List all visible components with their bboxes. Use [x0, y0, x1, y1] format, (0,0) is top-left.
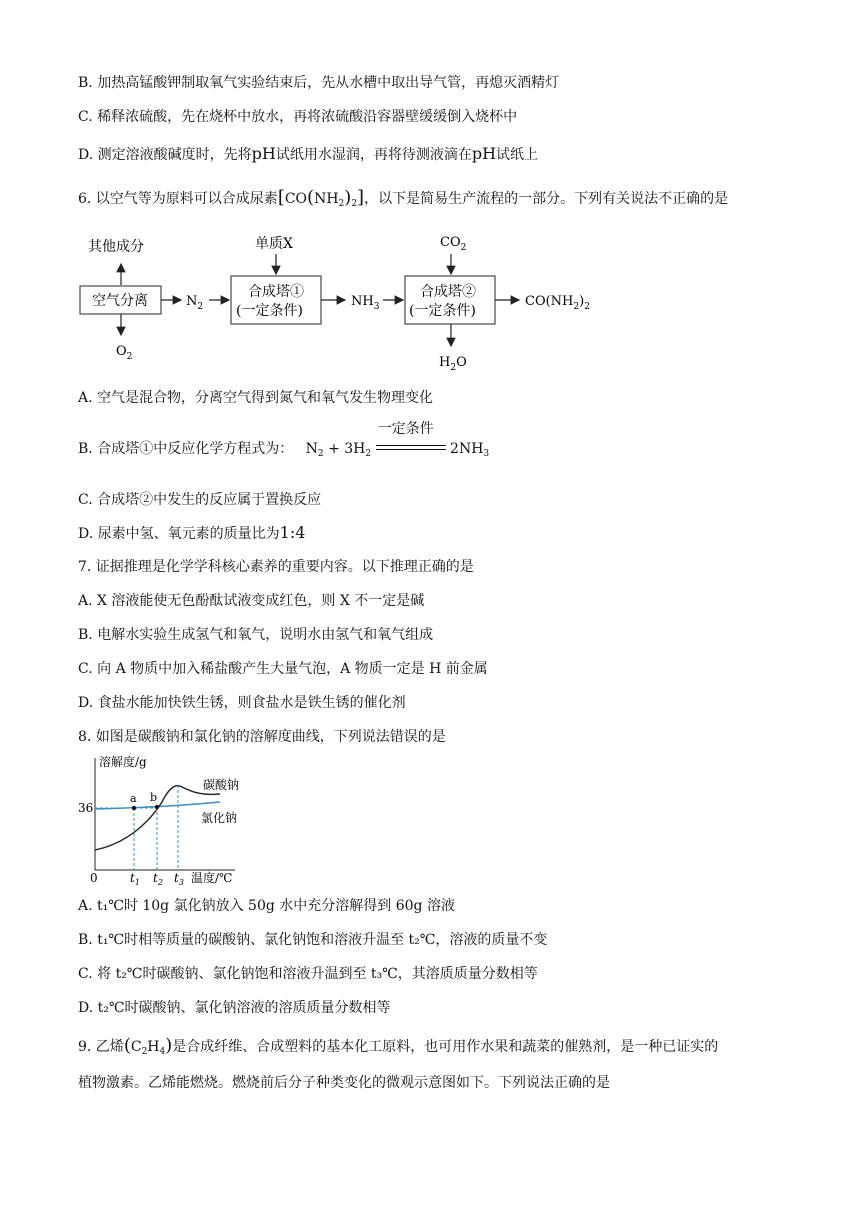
flow-urea-label: $CO(NH_2)_2$ [525, 294, 590, 312]
flow-tower-1-line2: (一定条件) [236, 303, 303, 319]
q5-option-b: B. 加热高锰酸钾制取氧气实验结束后，先从水槽中取出导气管，再熄灭酒精灯 [78, 75, 560, 91]
flow-co2-label: $CO_2$ [440, 235, 467, 253]
q7-option-b: B. 电解水实验生成氢气和氧气，说明水由氢气和氧气组成 [78, 627, 434, 643]
point-a-label: a [130, 792, 137, 805]
flow-h2o-label: $H_2O$ [439, 355, 467, 372]
q8-option-a: A. t₁℃时 10g 氯化钠放入 50g 水中充分溶解得到 60g 溶液 [78, 898, 455, 914]
q8-option-b: B. t₁℃时相等质量的碳酸钠、氯化钠饱和溶液升温至 t₂℃，溶液的质量不变 [78, 932, 548, 948]
q5-option-d: D. 测定溶液酸碱度时，先将pH试纸用水湿润，再将待测液滴在pH试纸上 [78, 144, 539, 163]
x-tick-t2: $t_2$ [153, 871, 163, 887]
flow-tower-1-line1: 合成塔① [248, 284, 304, 300]
flow-other-components: 其他成分 [88, 239, 144, 255]
q5-option-c: C. 稀释浓硫酸，先在烧杯中放水，再将浓硫酸沿容器壁缓缓倒入烧杯中 [78, 109, 518, 125]
point-b-label: b [150, 791, 158, 804]
q7-option-c: C. 向 A 物质中加入稀盐酸产生大量气泡，A 物质一定是 H 前金属 [78, 661, 488, 677]
flow-air-separation-label: 空气分离 [92, 293, 148, 309]
q6-option-a: A. 空气是混合物，分离空气得到氮气和氧气发生物理变化 [78, 390, 434, 406]
series-nacl-label: 氯化钠 [201, 811, 238, 825]
solubility-curve-chart [70, 752, 270, 892]
x-tick-t3: $t_3$ [174, 871, 184, 887]
q9-stem-line1: 9. 乙烯$(C_2H_4)$是合成纤维、合成塑料的基本化工原料，也可用作水果和蔬菜的催熟剂，是一种已证实的 [78, 1035, 719, 1057]
flow-element-x-label: 单质X [255, 236, 293, 252]
flow-o2-label: $O_2$ [116, 344, 133, 362]
point-a [132, 806, 136, 810]
series-na2co3-label: 碳酸钠 [203, 778, 240, 792]
q7-stem: 7. 证据推理是化学学科核心素养的重要内容。以下推理正确的是 [78, 559, 474, 575]
chart-y-tick-36: 36 [78, 801, 94, 815]
q8-option-c: C. 将 t₂℃时碳酸钠、氯化钠饱和溶液升温到至 t₃℃，其溶质质量分数相等 [78, 966, 538, 982]
x-tick-t1: $t_1$ [130, 871, 140, 887]
point-b [155, 805, 159, 809]
flow-n2-label: $N_2$ [186, 294, 204, 312]
q6-option-b: B. 合成塔①中反应化学方程式为： $N_2 + 3H_2$ 一定条件 $2NH_3$ [78, 421, 490, 459]
q8-option-d: D. t₂℃时碳酸钠、氯化钠溶液的溶质质量分数相等 [78, 1000, 391, 1016]
chart-x-label: 温度/℃ [191, 871, 233, 885]
flow-tower-2-line2: (一定条件) [409, 303, 476, 319]
flow-nh3-label: $NH_3$ [351, 294, 380, 312]
q8-stem: 8. 如图是碳酸钠和氯化钠的溶解度曲线，下列说法错误的是 [78, 729, 446, 745]
production-flow-diagram [0, 222, 860, 372]
q6-option-c: C. 合成塔②中发生的反应属于置换反应 [78, 492, 322, 508]
q7-option-a: A. X 溶液能使无色酚酞试液变成红色，则 X 不一定是碱 [78, 593, 425, 609]
flow-tower-2-line1: 合成塔② [420, 284, 476, 300]
q7-option-d: D. 食盐水能加快铁生锈，则食盐水是铁生锈的催化剂 [78, 695, 406, 711]
q6-option-d: D. 尿素中氢、氧元素的质量比为1:4 [78, 523, 306, 542]
q6-stem: 6. 以空气等为原料可以合成尿素$[CO(NH_2)_2]$，以下是简易生产流程的一部分。下列有关说法不正确的是 [78, 187, 729, 209]
chart-origin: 0 [90, 871, 98, 885]
equation-condition: 一定条件 [377, 421, 434, 437]
q9-stem-line2: 植物激素。乙烯能燃烧。燃烧前后分子种类变化的微观示意图如下。下列说法正确的是 [78, 1075, 610, 1091]
chart-y-label: 溶解度/g [99, 755, 147, 769]
